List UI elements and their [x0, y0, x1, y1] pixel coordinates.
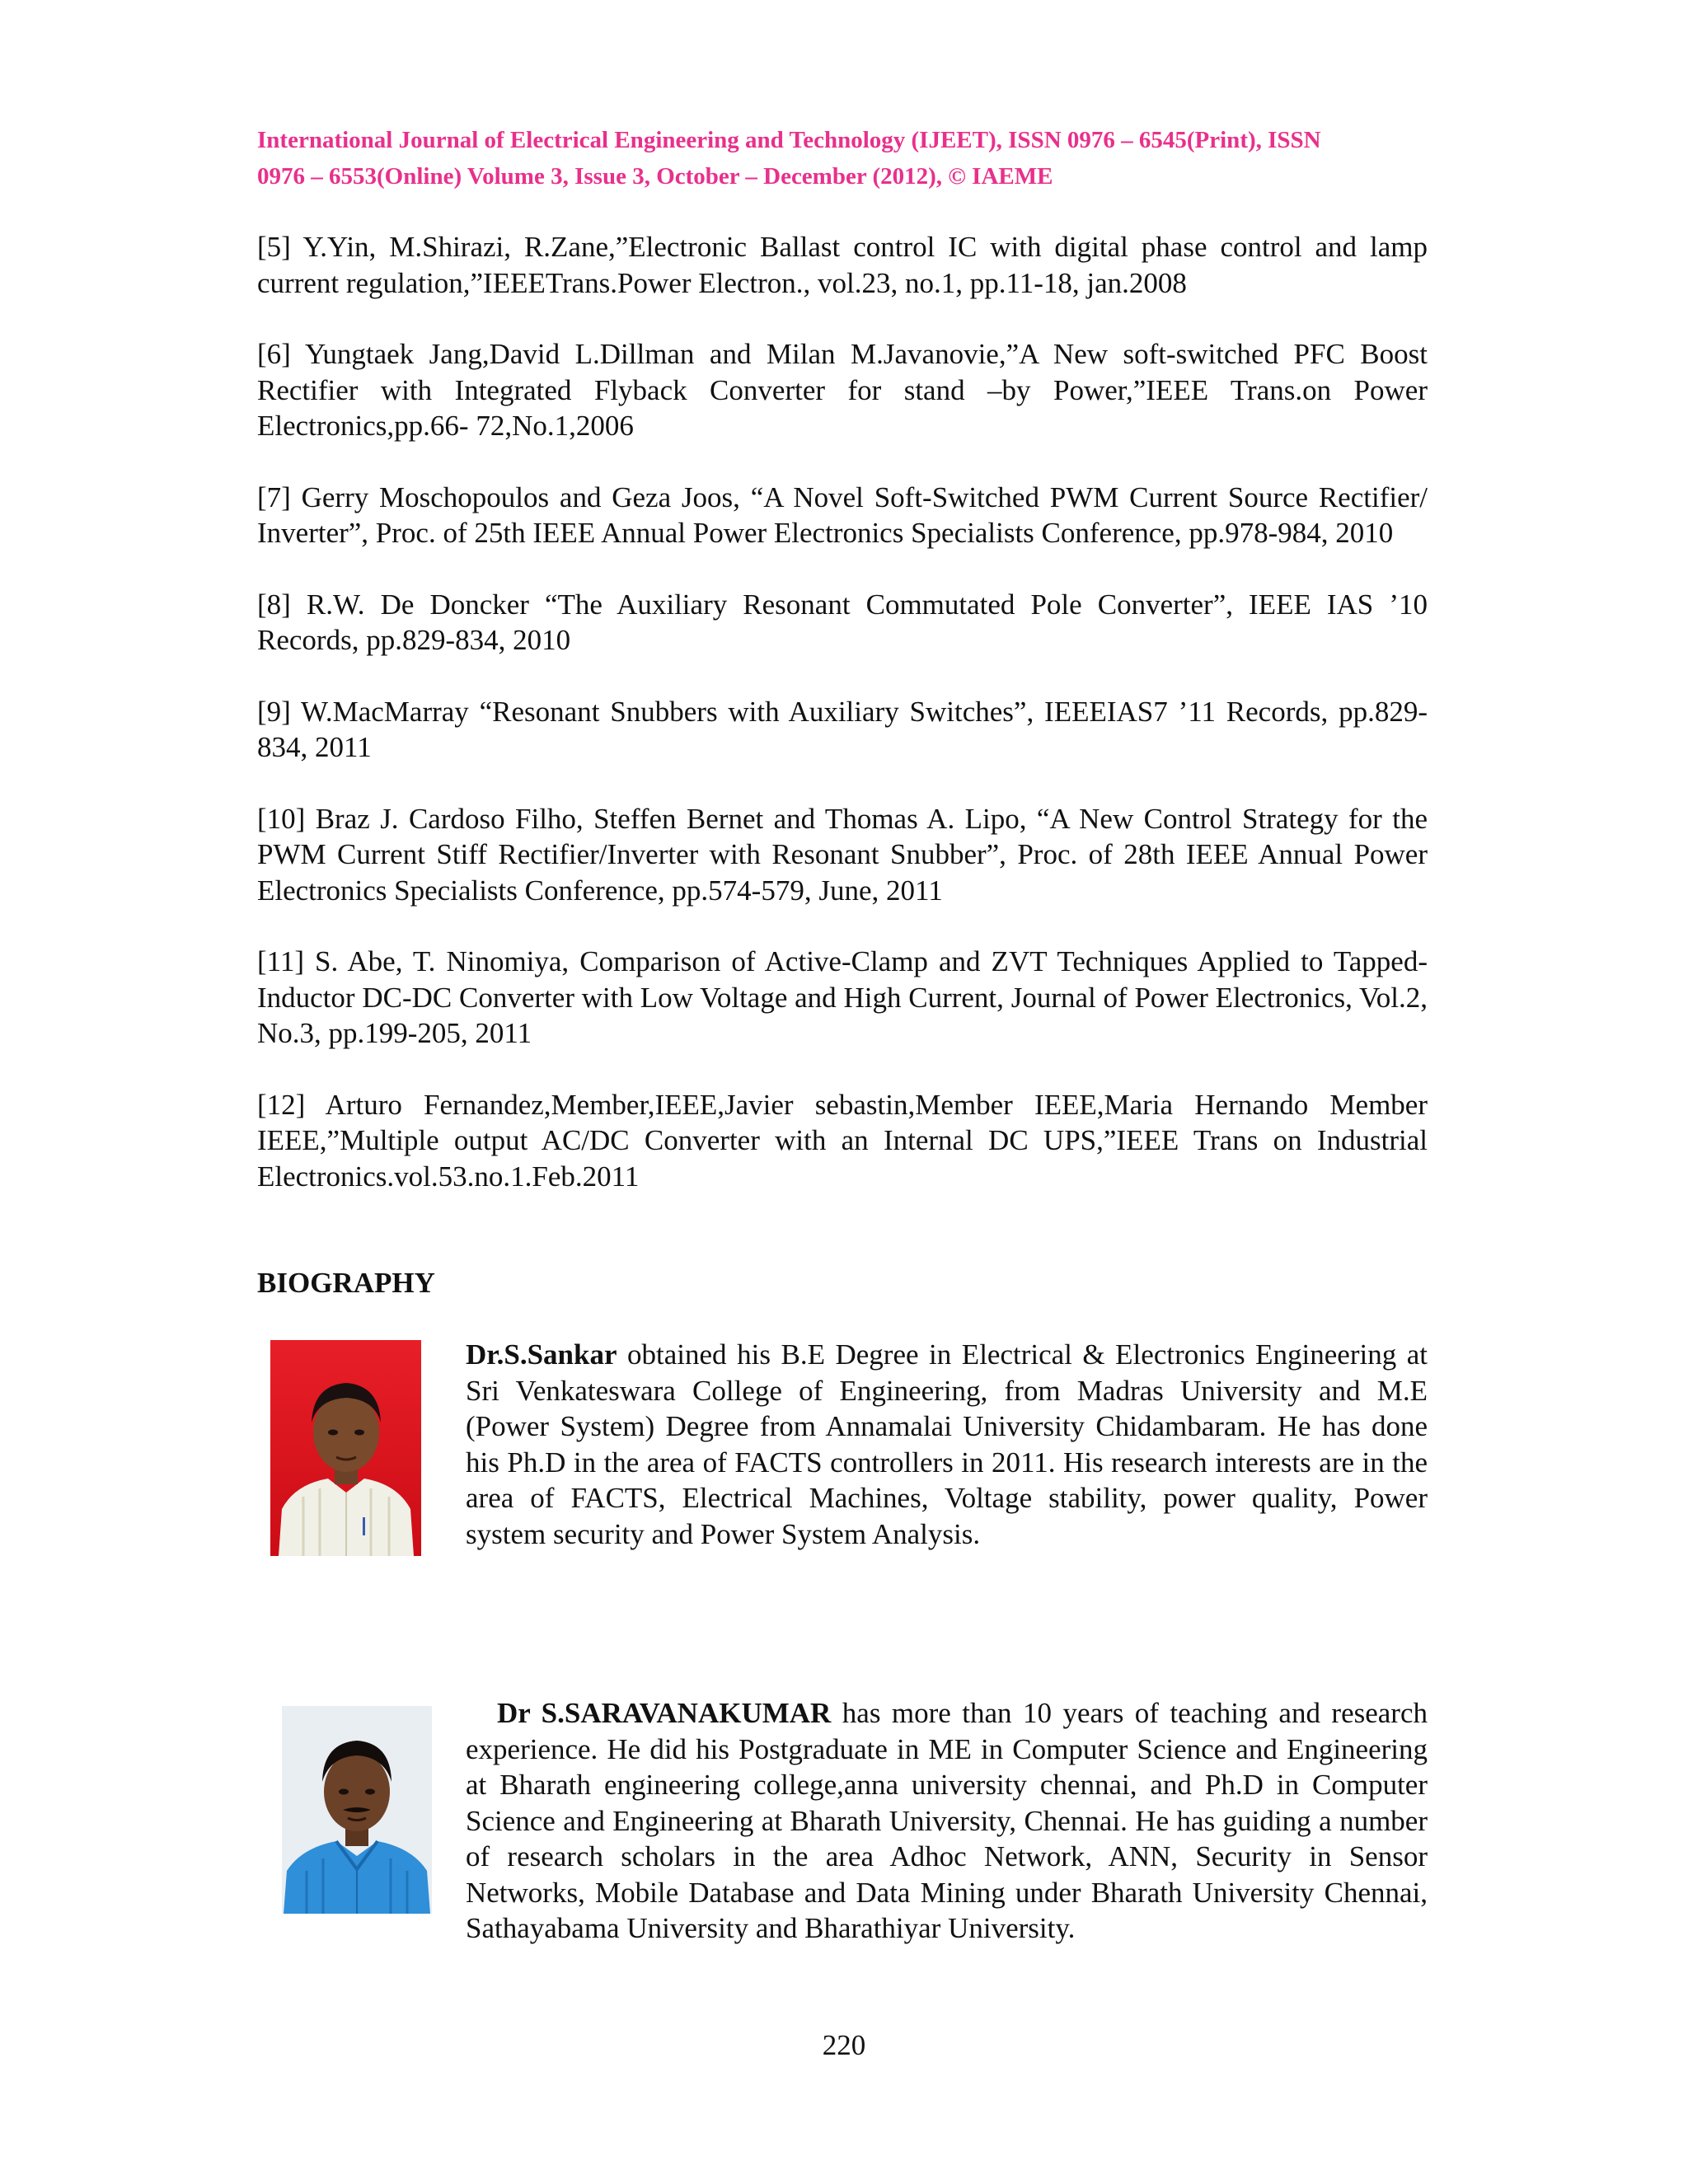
reference-8: [8] R.W. De Doncker “The Auxiliary Resonant Commutated Pole Converter”, IEEE IAS ’10 Records, pp.829-834, 2010: [257, 588, 1428, 656]
reference-list: [257, 229, 1428, 1230]
reference-12: [12] Arturo Fernandez,Member,IEEE,Javier sebastin,Member IEEE,Maria Hernando Member IEEE,”Multiple output AC/DC Converter with an Internal DC UPS,”IEEE Trans on Industrial Electronics.vol.53.no.1.Feb.2011: [257, 1088, 1428, 1193]
biography-saravanakumar: [466, 1695, 1428, 1947]
reference-10: [10] Braz J. Cardoso Filho, Steffen Bernet and Thomas A. Lipo, “A New Control Strategy for the PWM Current Stiff Rectifier/Inverter with Resonant Snubber”, Proc. of 28th IEEE Annual Power Electronics Specialists Conference, pp.574-579, June, 2011: [257, 802, 1428, 907]
reference-6: [6] Yungtaek Jang,David L.Dillman and Milan M.Javanovie,”A New soft-switched PFC Boost Rectifier with Integrated Flyback Converter for stand –by Power,”IEEE Trans.on Power Electronics,pp.66- 72,No.1,2006: [257, 338, 1428, 442]
author-name-saravanakumar: Dr S.SARAVANAKUMAR: [497, 1697, 832, 1729]
portrait-image: [282, 1706, 432, 1914]
author-photo-saravanakumar: [282, 1706, 432, 1914]
reference-7: [7] Gerry Moschopoulos and Geza Joos, “A Novel Soft-Switched PWM Current Source Rectifier/ Inverter”, Proc. of 25th IEEE Annual Power Electronics Specialists Conference, pp.978-984, 2010: [257, 480, 1428, 549]
author-name-sankar: Dr.S.Sankar: [466, 1338, 617, 1371]
journal-header-line-2: 0976 – 6553(Online) Volume 3, Issue 3, October – December (2012), © IAEME: [257, 163, 1053, 190]
biography-text-saravanakumar: has more than 10 years of teaching and research experience. He did his Postgraduate in ME in Computer Science and Engineering at Bharath engineering college,anna university chennai, and Ph.D in Computer Science and Engineering at Bharath University, Chennai. He has guiding a number of research scholars in the area Adhoc Network, ANN, Security in Sensor Networks, Mobile Database and Data Mining under Bharath University Chennai, Sathayabama University and Bharathiyar University.: [466, 1697, 1428, 1944]
page-number: 220: [822, 2029, 866, 2061]
journal-header: [257, 122, 1428, 194]
biography-text-sankar: obtained his B.E Degree in Electrical & Electronics Engineering at Sri Venkateswara College of Engineering, from Madras University and M.E (Power System) Degree from Annamalai University Chidambaram. He has done his Ph.D in the area of FACTS controllers in 2011. His research interests are in the area of FACTS, Electrical Machines, Voltage stability, power quality, Power system security and Power System Analysis.: [466, 1338, 1428, 1550]
biography-sankar: [466, 1337, 1428, 1552]
journal-header-line-1: International Journal of Electrical Engineering and Technology (IJEET), ISSN 0976 – 6545(Print), ISSN: [257, 127, 1321, 153]
portrait-image: [270, 1340, 421, 1556]
biography-heading: BIOGRAPHY: [257, 1267, 435, 1299]
author-photo-sankar: [270, 1340, 421, 1556]
reference-9: [9] W.MacMarray “Resonant Snubbers with Auxiliary Switches”, IEEEIAS7 ’11 Records, pp.829-834, 2011: [257, 695, 1428, 763]
reference-11: [11] S. Abe, T. Ninomiya, Comparison of Active-Clamp and ZVT Techniques Applied to Tapped-Inductor DC-DC Converter with Low Voltage and High Current, Journal of Power Electronics, Vol.2, No.3, pp.199-205, 2011: [257, 945, 1428, 1049]
reference-5: [5] Y.Yin, M.Shirazi, R.Zane,”Electronic Ballast control IC with digital phase control and lamp current regulation,”IEEETrans.Power Electron., vol.23, no.1, pp.11-18, jan.2008: [257, 231, 1428, 299]
